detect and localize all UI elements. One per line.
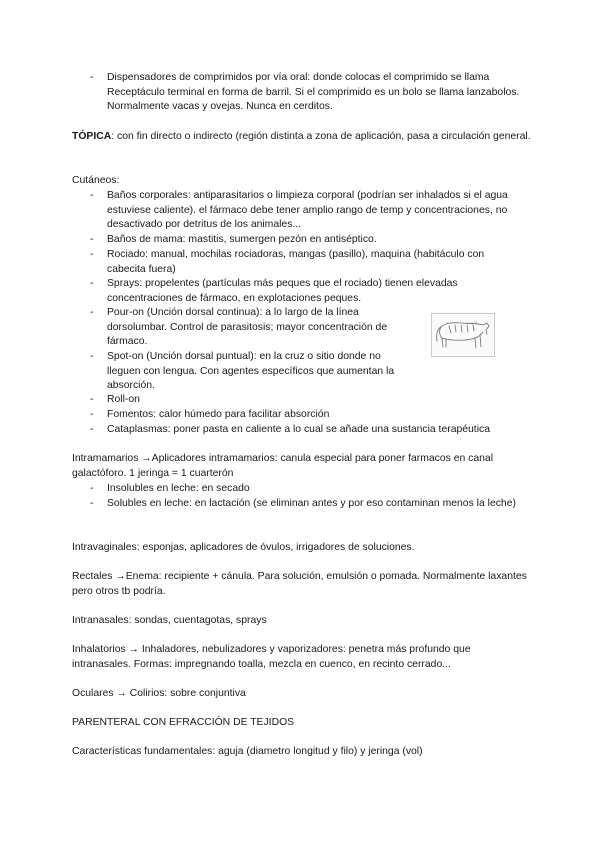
bullet-dash: -: [90, 394, 94, 405]
bullet-dash: -: [90, 234, 94, 245]
intramamarios-paragraph: Intramamarios →Aplicadores intramamarios: canula especial para poner farmacos en canal galactóforo. 1 jeringa = 1 cuarterón: [72, 453, 494, 479]
list-item: [90, 233, 522, 248]
intravaginales-paragraph: Intravaginales: esponjas, aplicadores de óvulos, irrigadores de soluciones.: [72, 542, 415, 553]
list-item: [90, 408, 522, 423]
bullet-dash: -: [90, 351, 94, 362]
list-item: [90, 248, 522, 277]
list-item: [90, 423, 522, 438]
list-item-text: Spot-on (Unción dorsal puntual): en la cruz o sitio donde no lleguen con lengua. Con agentes específicos que aumentan la absorción.: [107, 351, 395, 392]
list-item-text: Sprays: propelentes (partículas más peques que el rociado) tienen elevadas concentraciones de fármaco, en explotaciones peques.: [107, 278, 458, 304]
bullet-dash: -: [90, 278, 94, 289]
bullet-dash: -: [90, 190, 94, 201]
caracteristicas-paragraph: Características fundamentales: aguja (diametro longitud y filo) y jeringa (vol): [72, 746, 423, 757]
list-item: [90, 306, 415, 350]
list-item-text: Insolubles en leche: en secado: [107, 483, 250, 494]
list-item-text: Pour-on (Unción dorsal continua): a lo largo de la línea dorsolumbar. Control de parasitosis; mayor concentración de fármaco.: [107, 307, 388, 348]
cow-sketch-icon: [431, 313, 495, 357]
list-item: [90, 189, 522, 233]
parenteral-heading: PARENTERAL CON EFRACCIÓN DE TEJIDOS: [72, 717, 295, 728]
list-item-text: Baños de mama: mastitis, sumergen pezón en antiséptico.: [107, 234, 377, 245]
list-item-text: Dispensadores de comprimidos por vía oral: donde colocas el comprimido se llama Receptáculo terminal en forma de barril. Si el comprimido es un bolo se llama lanzabolos. Normalmente vacas y ovejas. Nunca en cerditos.: [107, 72, 520, 113]
topica-paragraph: [72, 130, 532, 145]
topica-heading: TÓPICA: [72, 131, 112, 142]
bullet-dash: -: [90, 483, 94, 494]
list-item-text: Roll-on: [107, 394, 140, 405]
list-item: [90, 497, 522, 512]
cutaneos-heading: Cutáneos:: [72, 175, 120, 186]
bullet-dash: -: [90, 409, 94, 420]
list-item-text: Rociado: manual, mochilas rociadoras, mangas (pasillo), maquina (habitáculo con cabecita fuera): [107, 249, 485, 275]
list-item: [90, 350, 415, 394]
topica-text: : con fin directo o indirecto (región distinta a zona de aplicación, pasa a circulación general.: [111, 131, 531, 142]
list-item-text: Cataplasmas: poner pasta en caliente a lo cual se añade una sustancia terapéutica: [107, 424, 490, 435]
oculares-paragraph: Oculares → Colirios: sobre conjuntiva: [72, 688, 246, 699]
list-item: [90, 482, 522, 497]
bullet-dash: -: [90, 249, 94, 260]
list-item: [90, 393, 522, 408]
bullet-dash: -: [90, 498, 94, 509]
list-item-text: Solubles en leche: en lactación (se eliminan antes y por eso contaminan menos la leche): [107, 498, 516, 509]
bullet-dash: -: [90, 72, 94, 83]
intranasales-paragraph: Intranasales: sondas, cuentagotas, sprays: [72, 615, 267, 626]
rectales-paragraph: Rectales →Enema: recipiente + cánula. Para solución, emulsión o pomada. Normalmente laxantes pero otros tb podría.: [72, 571, 527, 597]
list-item: [90, 277, 522, 306]
cow-illustration: [431, 313, 495, 357]
list-item-text: Baños corporales: antiparasitarios o limpieza corporal (podrían ser inhalados si el agua estuviese caliente). el fármaco debe tener amplio rango de temp y concentraciones, no desactivado por detritus de los animales...: [107, 190, 508, 231]
list-item: [90, 71, 522, 115]
list-item-text: Fomentos: calor húmedo para facilitar absorción: [107, 409, 330, 420]
bullet-dash: -: [90, 424, 94, 435]
inhalatorios-paragraph: Inhalatorios → Inhaladores, nebulizadores y vaporizadores: penetra más profundo que intranasales. Formas: impregnando toalla, mezcla en cuenco, en recinto cerrado...: [72, 644, 471, 670]
bullet-dash: -: [90, 307, 94, 318]
